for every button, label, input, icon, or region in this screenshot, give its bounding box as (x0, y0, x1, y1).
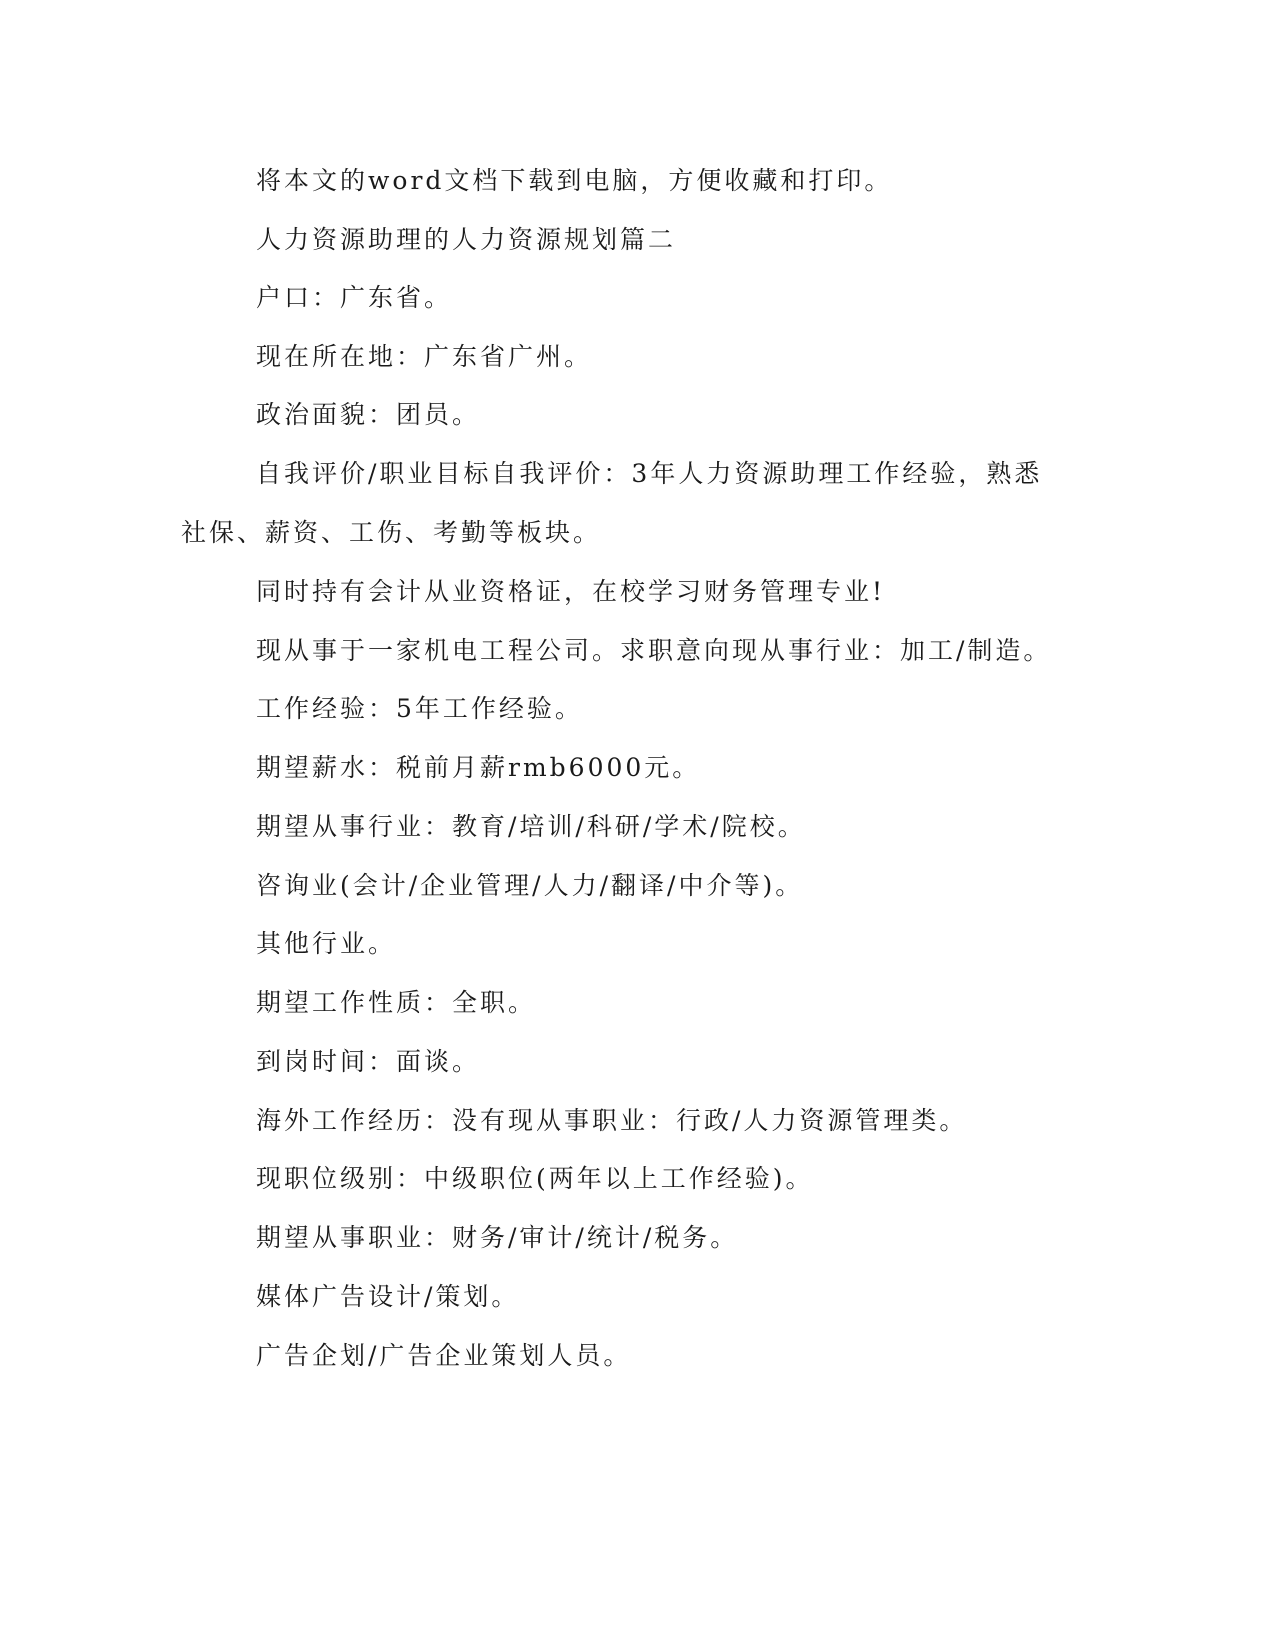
paragraph-hukou: 户口：广东省。 (256, 283, 453, 312)
paragraph-certificate: 同时持有会计从业资格证，在校学习财务管理专业! (256, 577, 886, 606)
paragraph-self-evaluation: 自我评价/职业目标自我评价：3年人力资源助理工作经验，熟悉社保、薪资、工伤、考勤等板块。 (181, 459, 1043, 547)
paragraph-media-design: 媒体广告设计/策划。 (256, 1282, 520, 1311)
paragraph-expected-occupation: 期望从事职业：财务/审计/统计/税务。 (256, 1223, 739, 1252)
paragraph-consulting: 咨询业(会计/企业管理/人力/翻译/中介等)。 (256, 871, 804, 900)
paragraph-start-time: 到岗时间：面谈。 (256, 1047, 481, 1076)
paragraph-download-note: 将本文的word文档下载到电脑，方便收藏和打印。 (256, 166, 893, 195)
paragraph-work-experience: 工作经验：5年工作经验。 (256, 694, 583, 723)
paragraph-job-type: 期望工作性质：全职。 (256, 988, 537, 1017)
paragraph-section-title: 人力资源助理的人力资源规划篇二 (256, 225, 677, 254)
paragraph-ad-planning: 广告企划/广告企业策划人员。 (256, 1341, 632, 1370)
paragraph-other-industry: 其他行业。 (256, 929, 397, 958)
paragraph-overseas-experience: 海外工作经历：没有现从事职业：行政/人力资源管理类。 (256, 1106, 968, 1135)
paragraph-expected-salary: 期望薪水：税前月薪rmb6000元。 (256, 753, 701, 782)
paragraph-location: 现在所在地：广东省广州。 (256, 342, 593, 371)
paragraph-current-industry: 现从事于一家机电工程公司。求职意向现从事行业：加工/制造。 (256, 636, 1052, 665)
paragraph-political-status: 政治面貌：团员。 (256, 400, 481, 429)
paragraph-position-level: 现职位级别：中级职位(两年以上工作经验)。 (256, 1164, 814, 1193)
paragraph-expected-industry: 期望从事行业：教育/培训/科研/学术/院校。 (256, 812, 806, 841)
